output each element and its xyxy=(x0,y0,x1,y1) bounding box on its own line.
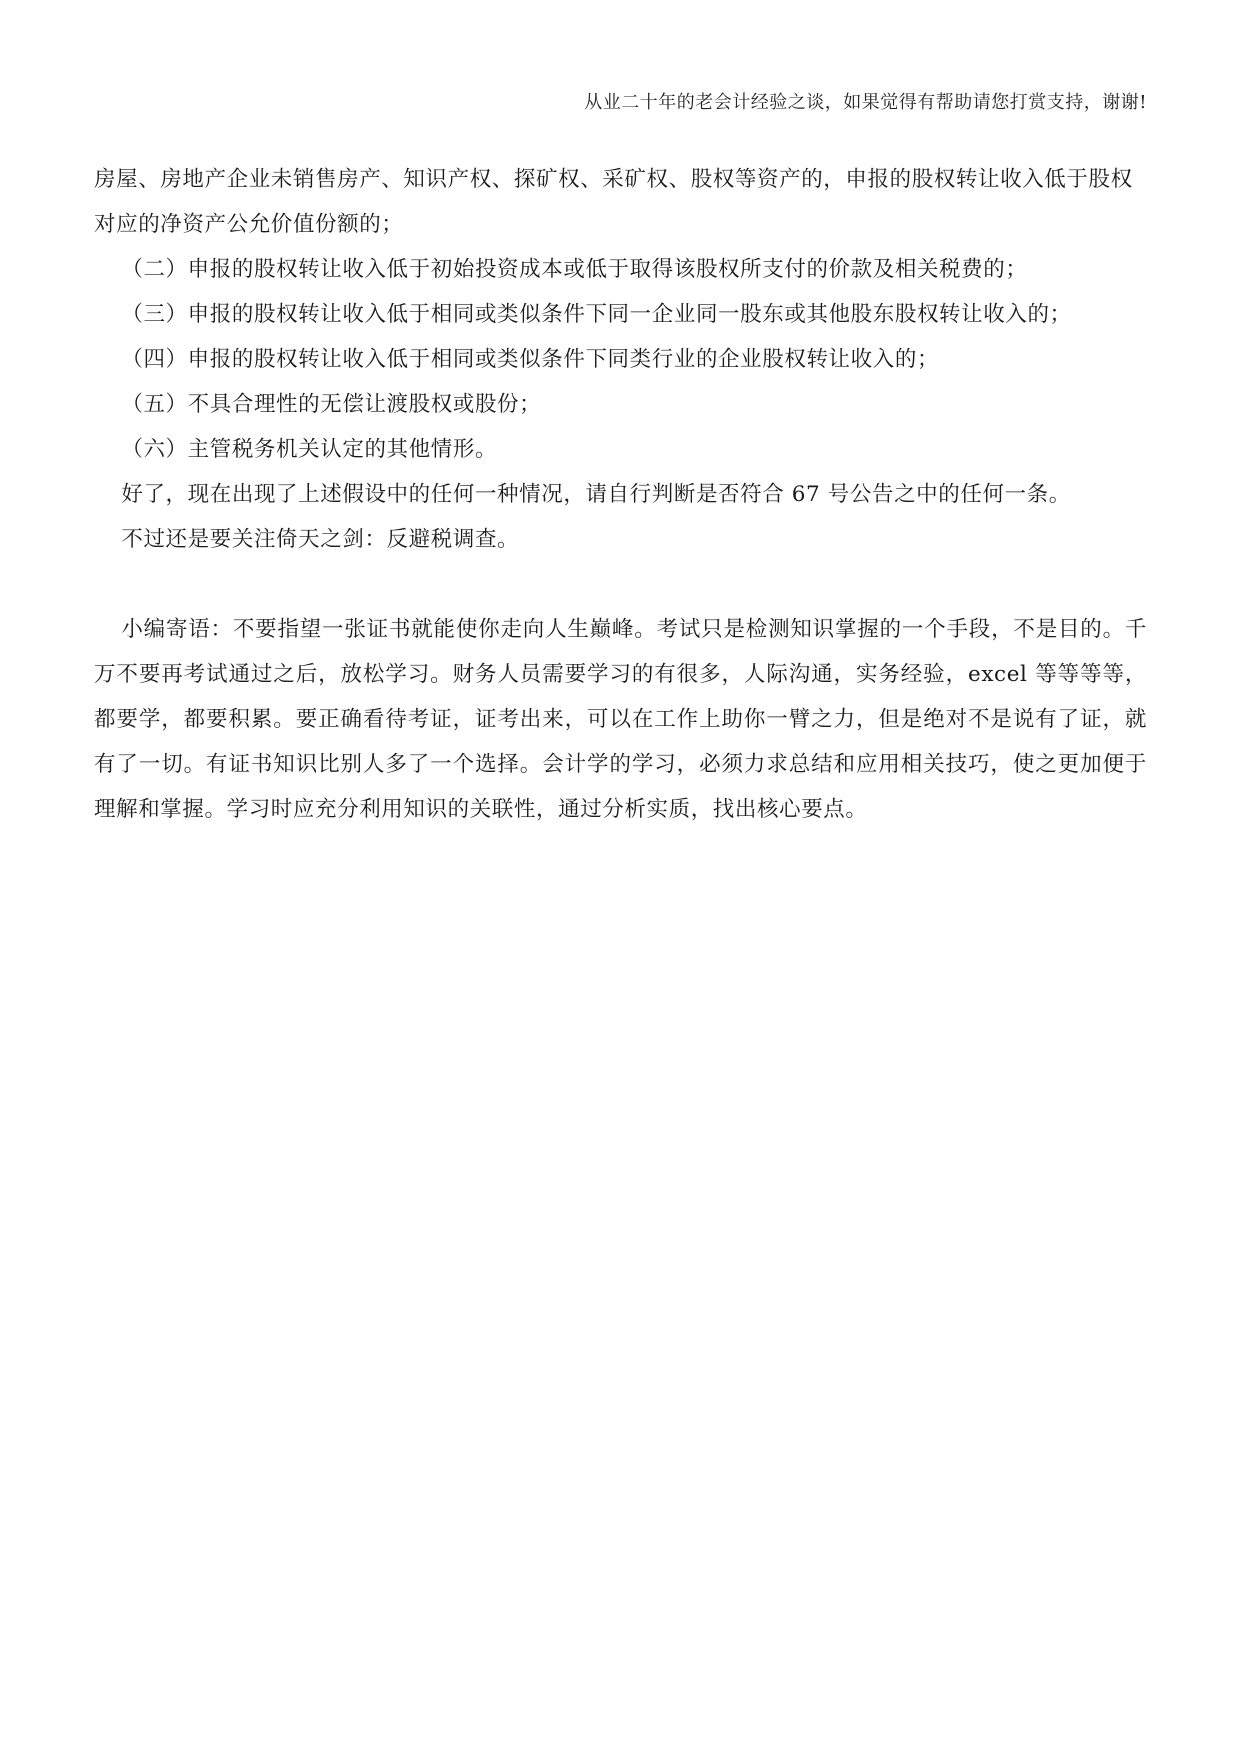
paragraph-item-4: （四）申报的股权转让收入低于相同或类似条件下同类行业的企业股权转让收入的； xyxy=(121,347,940,372)
paragraph-asset-clause: 房屋、房地产企业未销售房产、知识产权、探矿权、采矿权、股权等资产的，申报的股权转让收入低于股权对应的净资产公允价值份额的； xyxy=(94,167,1133,237)
editor-note: 小编寄语：不要指望一张证书就能使你走向人生巅峰。考试只是检测知识掌握的一个手段，不是目的。千万不要再考试通过之后，放松学习。财务人员需要学习的有很多，人际沟通，实务经验，excel 等等等等，都要学，都要积累。要正确看待考证，证考出来，可以在工作上助你一臂之力，但是绝对不是说有了证，就有了一切。有证书知识比别人多了一个选择。会计学的学习，必须力求总结和应用相关技巧，使之更加便于理解和掌握。学习时应充分利用知识的关联性，通过分析实质，找出核心要点。 xyxy=(94,617,1147,822)
paragraph-item-5: （五）不具合理性的无偿让渡股权或股份； xyxy=(121,392,542,417)
paragraph-item-3: （三）申报的股权转让收入低于相同或类似条件下同一企业同一股东或其他股东股权转让收入的； xyxy=(121,302,1072,327)
paragraph-spacer xyxy=(94,562,1147,607)
paragraph-conclusion: 好了，现在出现了上述假设中的任何一种情况，请自行判断是否符合 67 号公告之中的任何一条。 xyxy=(121,482,1071,507)
page-header-note: 从业二十年的老会计经验之谈，如果觉得有帮助请您打赏支持，谢谢! xyxy=(584,92,1147,113)
document-body xyxy=(94,157,1147,832)
paragraph-item-6: （六）主管税务机关认定的其他情形。 xyxy=(121,437,498,462)
paragraph-item-2: （二）申报的股权转让收入低于初始投资成本或低于取得该股权所支付的价款及相关税费的； xyxy=(121,257,1028,282)
paragraph-anti-avoidance: 不过还是要关注倚天之剑：反避税调查。 xyxy=(121,527,520,552)
